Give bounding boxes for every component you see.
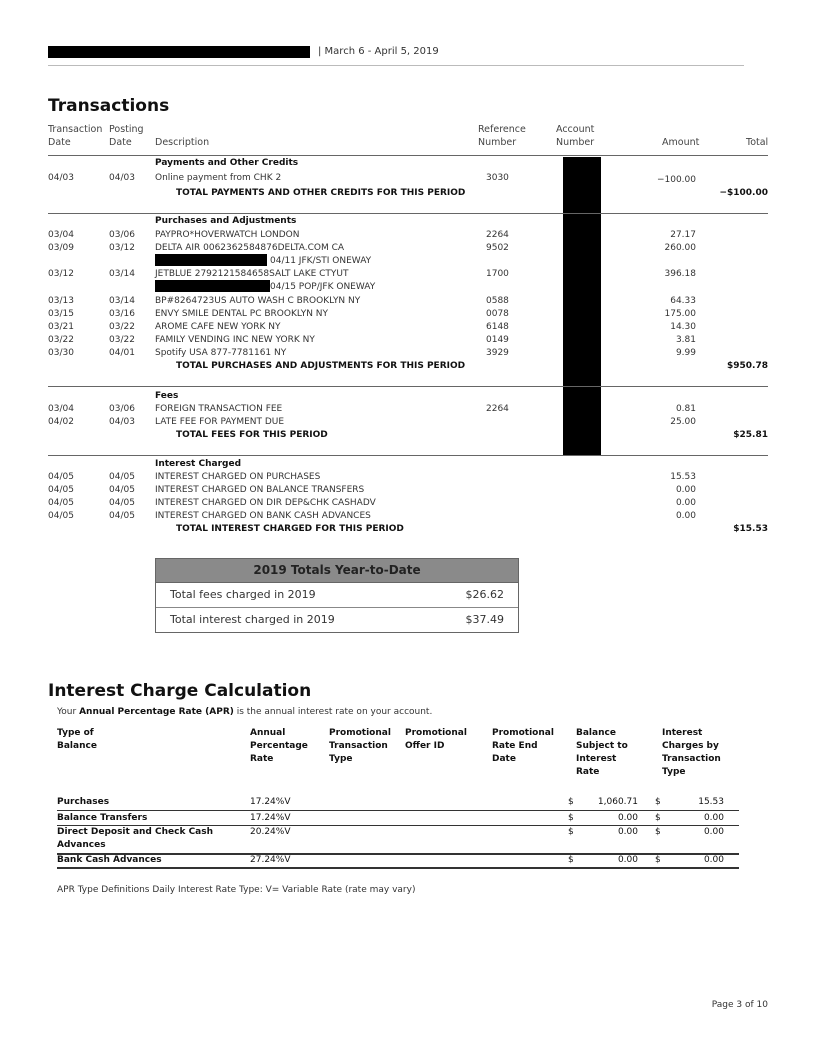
section-total-value: $950.78 [727, 361, 768, 371]
transaction-description: ENVY SMILE DENTAL PC BROOKLYN NY [155, 309, 329, 319]
col-description: Description [155, 137, 210, 148]
posting-date: 04/01 [109, 348, 135, 358]
section-total-label: TOTAL PURCHASES AND ADJUSTMENTS FOR THIS PERIOD [176, 361, 466, 371]
col-posting-date: Posting Date [109, 124, 144, 148]
currency-symbol: $ [568, 797, 574, 807]
balance-type-line2: Advances [57, 840, 106, 850]
interest-calc-header-charges: Transaction [662, 754, 721, 764]
posting-date: 03/14 [109, 296, 135, 306]
header-divider [48, 65, 744, 66]
ytd-totals-box [155, 558, 519, 633]
col-total: Total [746, 137, 769, 148]
redacted-ticket-info [155, 254, 267, 266]
apr-value: 17.24%V [250, 797, 291, 807]
section-total-label: TOTAL FEES FOR THIS PERIOD [176, 430, 328, 440]
interest-charge: 0.00 [703, 813, 724, 823]
page-number: Page 3 of 10 [711, 1000, 768, 1010]
balance-type: Bank Cash Advances [57, 855, 162, 865]
interest-calc-header-promo_id: Offer ID [405, 741, 445, 751]
transaction-date: 04/05 [48, 498, 74, 508]
interest-calc-header-promo_type: Transaction [329, 741, 388, 751]
apr-value: 17.24%V [250, 813, 291, 823]
interest-charge: 0.00 [703, 855, 724, 865]
apr-value: 27.24%V [250, 855, 291, 865]
transaction-amount: 64.33 [670, 296, 696, 306]
col-transaction-date: Transaction Date [48, 124, 103, 148]
transaction-amount: 27.17 [670, 230, 696, 240]
reference-number: 3929 [486, 348, 509, 358]
transaction-description: INTEREST CHARGED ON PURCHASES [155, 472, 321, 482]
section-heading: Purchases and Adjustments [155, 216, 297, 226]
transaction-amount: 396.18 [664, 269, 696, 279]
posting-date: 04/05 [109, 511, 135, 521]
transaction-description: INTEREST CHARGED ON BANK CASH ADVANCES [155, 511, 371, 521]
ytd-interest-value: $37.49 [465, 613, 504, 626]
interest-calc-header-promo_end: Promotional [492, 728, 554, 738]
transactions-title: Transactions [48, 96, 170, 116]
interest-calc-title: Interest Charge Calculation [48, 681, 312, 701]
transaction-date: 03/12 [48, 269, 74, 279]
transaction-date: 03/04 [48, 404, 74, 414]
section-divider [48, 386, 768, 387]
interest-calc-header-promo_type: Promotional [329, 728, 391, 738]
reference-number: 2264 [486, 230, 509, 240]
currency-symbol: $ [655, 827, 661, 837]
interest-charge: 0.00 [703, 827, 724, 837]
balance-subject-to-rate: 0.00 [617, 813, 638, 823]
apr-footnote: APR Type Definitions Daily Interest Rate Type: V= Variable Rate (rate may vary) [57, 885, 416, 895]
reference-number: 3030 [486, 173, 509, 183]
balance-type: Balance Transfers [57, 813, 148, 823]
balance-subject-to-rate: 0.00 [617, 855, 638, 865]
balance-type: Direct Deposit and Check Cash [57, 827, 214, 837]
interest-calc-header-charges: Charges by [662, 741, 719, 751]
interest-calc-header-balance: Rate [576, 767, 600, 777]
section-heading: Fees [155, 391, 179, 401]
col-reference-number: Reference Number [478, 124, 526, 148]
posting-date: 03/14 [109, 269, 135, 279]
interest-calc-header-promo_end: Date [492, 754, 516, 764]
transactions-header-rule [48, 155, 768, 156]
ytd-interest-label: Total interest charged in 2019 [170, 613, 335, 626]
section-divider [48, 213, 768, 214]
transaction-date: 03/04 [48, 230, 74, 240]
interest-calc-header-promo_end: Rate End [492, 741, 538, 751]
interest-row-rule [57, 867, 739, 869]
ytd-title: 2019 Totals Year-to-Date [156, 559, 518, 583]
reference-number: 0588 [486, 296, 509, 306]
posting-date: 04/05 [109, 485, 135, 495]
redacted-ticket-info [155, 280, 270, 292]
transaction-amount: 14.30 [670, 322, 696, 332]
transaction-date: 03/21 [48, 322, 74, 332]
currency-symbol: $ [655, 855, 661, 865]
ytd-fees-label: Total fees charged in 2019 [170, 588, 316, 601]
interest-charge: 15.53 [698, 797, 724, 807]
posting-date: 03/22 [109, 322, 135, 332]
transaction-description: INTEREST CHARGED ON BALANCE TRANSFERS [155, 485, 365, 495]
transaction-description: Spotify USA 877-7781161 NY [155, 348, 287, 358]
interest-calc-header-promo_type: Type [329, 754, 353, 764]
transaction-description: FOREIGN TRANSACTION FEE [155, 404, 283, 414]
posting-date: 03/06 [109, 404, 135, 414]
section-total-label: TOTAL INTEREST CHARGED FOR THIS PERIOD [176, 524, 404, 534]
transaction-amount: 260.00 [664, 243, 696, 253]
transaction-amount: 0.00 [675, 511, 696, 521]
balance-type: Purchases [57, 797, 110, 807]
interest-calc-header-apr: Percentage [250, 741, 308, 751]
currency-symbol: $ [655, 797, 661, 807]
transaction-date: 03/15 [48, 309, 74, 319]
ytd-fees-value: $26.62 [465, 588, 504, 601]
section-total-value: −$100.00 [719, 188, 768, 198]
transaction-description-line2: 04/15 POP/JFK ONEWAY [270, 282, 376, 292]
posting-date: 03/16 [109, 309, 135, 319]
currency-symbol: $ [568, 827, 574, 837]
transaction-description: LATE FEE FOR PAYMENT DUE [155, 417, 285, 427]
transaction-amount: 3.81 [675, 335, 696, 345]
reference-number: 6148 [486, 322, 509, 332]
interest-calc-header-charges: Type [662, 767, 686, 777]
redacted-account-name [48, 46, 310, 58]
col-amount: Amount [662, 137, 700, 148]
transaction-amount: 0.81 [675, 404, 696, 414]
section-total-label: TOTAL PAYMENTS AND OTHER CREDITS FOR THIS PERIOD [176, 188, 466, 198]
transaction-amount: 0.00 [675, 498, 696, 508]
section-heading: Payments and Other Credits [155, 158, 299, 168]
balance-subject-to-rate: 1,060.71 [597, 797, 638, 807]
transaction-description-line2: 04/11 JFK/STI ONEWAY [270, 256, 372, 266]
transaction-description: JETBLUE 2792121584658SALT LAKE CTYUT [155, 269, 349, 279]
interest-calc-header-type: Type of [57, 728, 94, 738]
redacted-account-numbers [563, 157, 601, 455]
interest-calc-header-charges: Interest [662, 728, 703, 738]
transaction-description: AROME CAFE NEW YORK NY [155, 322, 281, 332]
transaction-description: BP#8264723US AUTO WASH C BROOKLYN NY [155, 296, 361, 306]
posting-date: 03/12 [109, 243, 135, 253]
reference-number: 0078 [486, 309, 509, 319]
transaction-amount: 0.00 [675, 485, 696, 495]
section-total-value: $15.53 [733, 524, 768, 534]
section-heading: Interest Charged [155, 459, 242, 469]
apr-value: 20.24%V [250, 827, 291, 837]
ytd-fees-row [156, 583, 518, 608]
transaction-description: DELTA AIR 0062362584876DELTA.COM CA [155, 243, 345, 253]
currency-symbol: $ [568, 813, 574, 823]
interest-calc-header-apr: Annual [250, 728, 286, 738]
posting-date: 03/06 [109, 230, 135, 240]
transaction-date: 04/05 [48, 511, 74, 521]
posting-date: 04/03 [109, 417, 135, 427]
transaction-amount: 175.00 [664, 309, 696, 319]
currency-symbol: $ [568, 855, 574, 865]
statement-period: | March 6 - April 5, 2019 [318, 46, 439, 57]
transaction-description: INTEREST CHARGED ON DIR DEP&CHK CASHADV [155, 498, 376, 508]
section-divider [48, 455, 768, 456]
interest-row-rule [57, 810, 739, 811]
currency-symbol: $ [655, 813, 661, 823]
transaction-description: Online payment from CHK 2 [155, 173, 282, 183]
transaction-date: 04/05 [48, 485, 74, 495]
reference-number: 9502 [486, 243, 509, 253]
transaction-date: 03/09 [48, 243, 74, 253]
transaction-date: 04/03 [48, 173, 74, 183]
section-total-value: $25.81 [733, 430, 768, 440]
interest-calc-intro: Your Annual Percentage Rate (APR) is the annual interest rate on your account. [57, 707, 433, 717]
transaction-description: FAMILY VENDING INC NEW YORK NY [155, 335, 315, 345]
transaction-amount: 15.53 [670, 472, 696, 482]
interest-calc-header-balance: Subject to [576, 741, 628, 751]
balance-subject-to-rate: 0.00 [617, 827, 638, 837]
posting-date: 03/22 [109, 335, 135, 345]
interest-calc-header-apr: Rate [250, 754, 274, 764]
transaction-amount: 25.00 [670, 417, 696, 427]
interest-calc-header-balance: Balance [576, 728, 616, 738]
col-account-number: Account Number [556, 124, 595, 148]
interest-calc-header-promo_id: Promotional [405, 728, 467, 738]
posting-date: 04/03 [109, 173, 135, 183]
transaction-date: 04/02 [48, 417, 74, 427]
transaction-date: 04/05 [48, 472, 74, 482]
reference-number: 2264 [486, 404, 509, 414]
reference-number: 1700 [486, 269, 509, 279]
transaction-description: PAYPRO*HOVERWATCH LONDON [155, 230, 300, 240]
reference-number: 0149 [486, 335, 509, 345]
transaction-date: 03/13 [48, 296, 74, 306]
transaction-amount: −100.00 [656, 175, 696, 185]
transaction-date: 03/30 [48, 348, 74, 358]
posting-date: 04/05 [109, 472, 135, 482]
ytd-interest-row [156, 608, 518, 632]
interest-calc-header-balance: Interest [576, 754, 617, 764]
transaction-amount: 9.99 [675, 348, 696, 358]
posting-date: 04/05 [109, 498, 135, 508]
interest-calc-header-type: Balance [57, 741, 97, 751]
transaction-date: 03/22 [48, 335, 74, 345]
